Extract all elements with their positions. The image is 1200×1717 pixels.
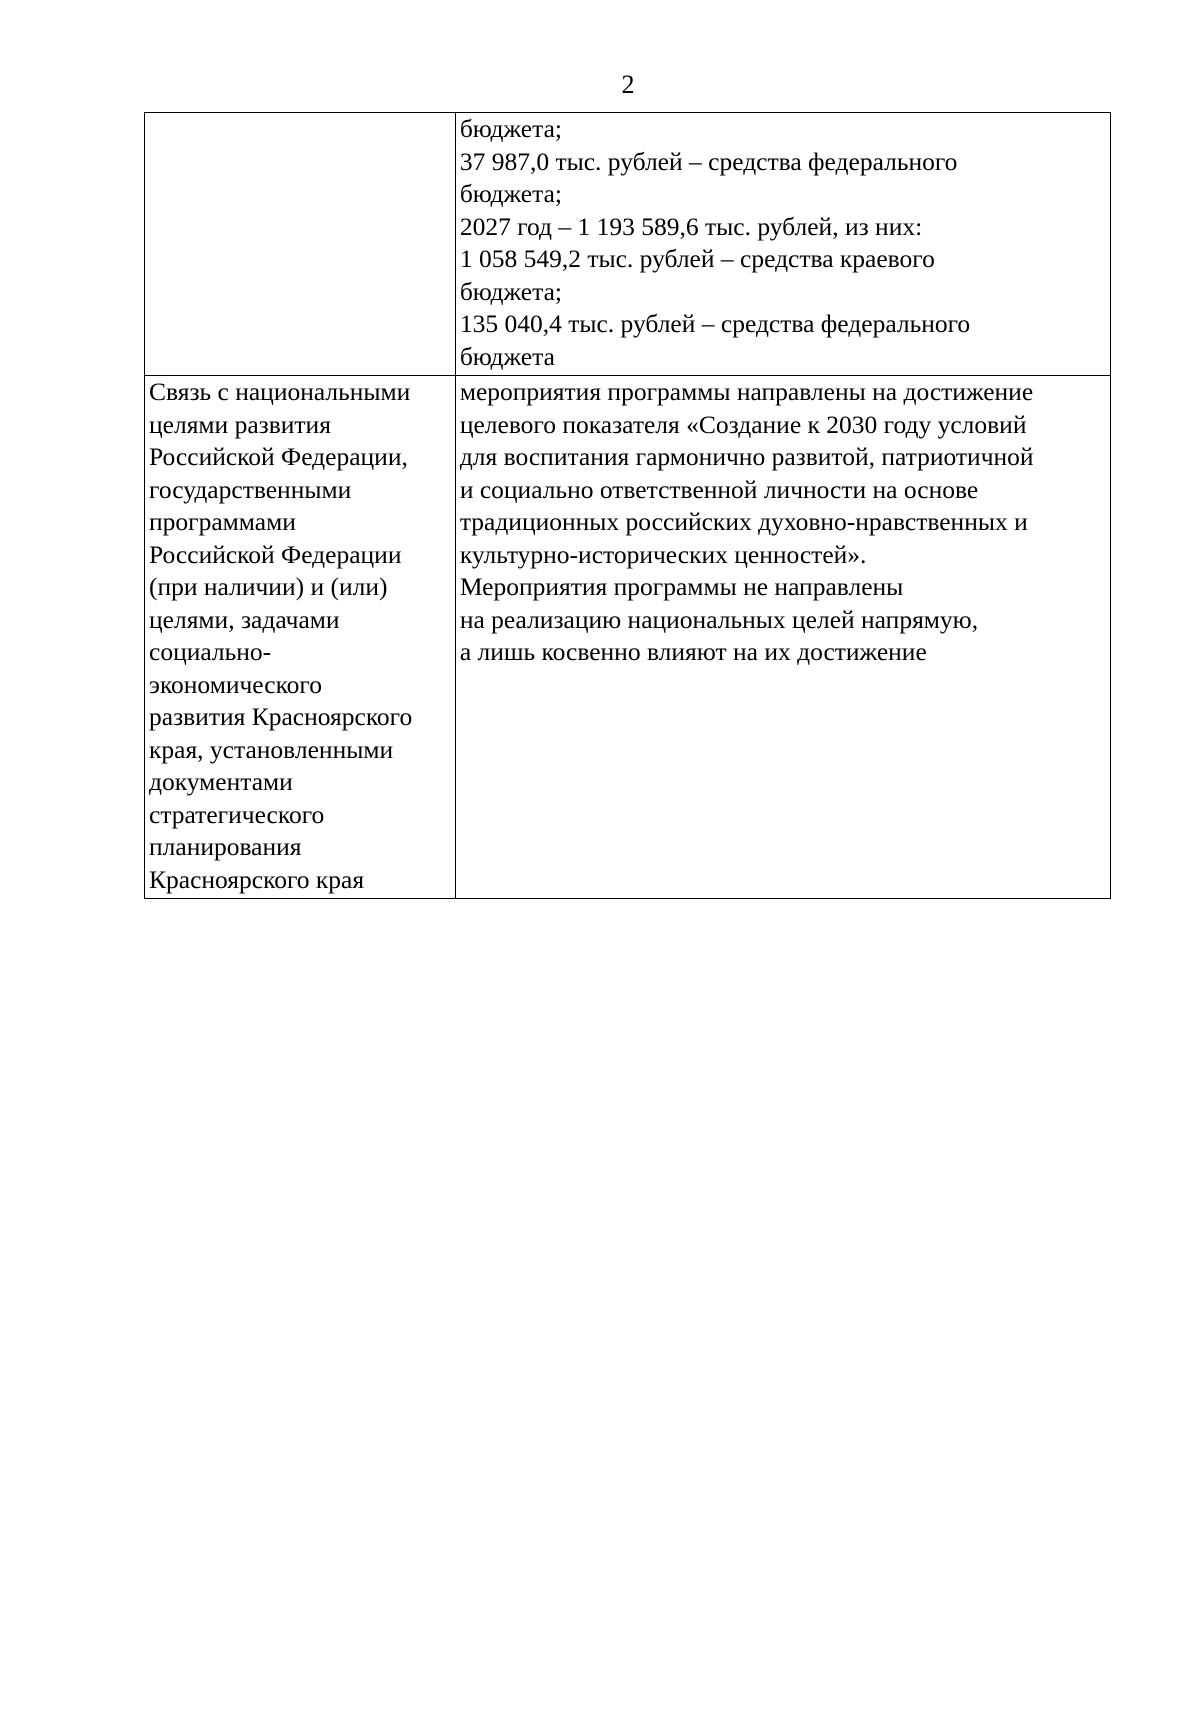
row2-label-line: края, установленными: [149, 734, 394, 764]
row2-value-line: на реализацию национальных целей напрямую,: [459, 604, 979, 634]
row2-label-line: социально-: [149, 637, 272, 666]
row2-label-line: экономического: [149, 669, 322, 699]
row1-value-line: бюджета;: [459, 276, 562, 306]
row2-label-line: развития Красноярского: [149, 702, 413, 731]
row1-label-cell: [145, 113, 456, 376]
row2-label-line: Красноярского края: [149, 864, 365, 894]
row1-value-line: бюджета;: [459, 114, 562, 143]
row2-label-line: Российской Федерации,: [149, 442, 408, 471]
row2-value-cell: [455, 376, 1110, 899]
row2-label-line: целями, задачами: [149, 604, 340, 634]
page-number: 2: [621, 70, 635, 99]
row2-value-line: мероприятия программы направлены на достижение: [459, 377, 1034, 406]
row2-label-line: стратегического: [149, 799, 325, 829]
row2-label-line: целями развития: [149, 409, 331, 439]
row2-value-line: культурно-исторических ценностей».: [459, 539, 867, 569]
row1-value-line: 1 058 549,2 тыс. рублей – средства краевого: [459, 244, 935, 273]
row2-label-line: (при наличии) и (или): [149, 572, 388, 601]
row1-value-line: 135 040,4 тыс. рублей – средства федерального: [459, 309, 971, 338]
row2-label-line: государственными: [149, 474, 352, 504]
table-row-funding: [145, 113, 1111, 376]
row1-value-cell: [455, 113, 1110, 376]
row2-label-line: планирования: [149, 832, 302, 861]
row1-value-line: 37 987,0 тыс. рублей – средства федерального: [459, 146, 958, 176]
row2-value-line: для воспитания гармонично развитой, патриотичной: [459, 442, 1034, 471]
table-row-national-goals: [145, 376, 1111, 899]
row2-value-line: а лишь косвенно влияют на их достижение: [459, 637, 927, 666]
row2-label-line: Российской Федерации: [149, 539, 402, 569]
row1-value-line: бюджета: [459, 341, 555, 371]
row2-label-line: Связь с национальными: [149, 377, 411, 406]
row2-value-line: целевого показателя «Создание к 2030 году условий: [459, 409, 1027, 439]
row2-value-line: и социально ответственной личности на основе: [459, 474, 979, 504]
row2-value-line: традиционных российских духовно-нравственных и: [459, 507, 1028, 536]
passport-table: [144, 112, 1111, 899]
row2-value-line: Мероприятия программы не направлены: [459, 572, 904, 601]
row1-value-line: бюджета;: [459, 179, 562, 208]
row1-value-line: 2027 год – 1 193 589,6 тыс. рублей, из них:: [459, 211, 923, 241]
row2-label-cell: [145, 376, 456, 899]
row2-label-line: программами: [149, 507, 296, 536]
row2-label-line: документами: [149, 767, 293, 796]
